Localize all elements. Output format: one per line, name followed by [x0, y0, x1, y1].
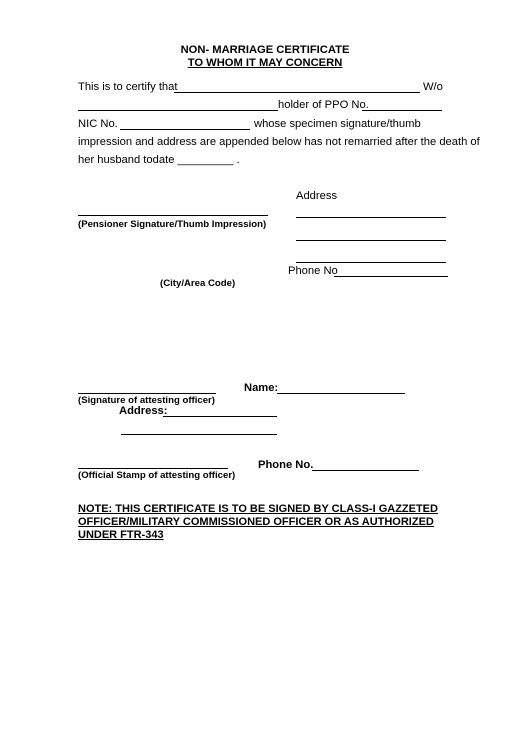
authorization-note: NOTE: THIS CERTIFICATE IS TO BE SIGNED BY CLASS-I GAZZETED OFFICER/MILITARY COMMISSIONED OFFICER OR AS AUTHORIZED UNDER FTR-343 — [78, 503, 438, 541]
todate-text: her husband todate _________ . — [78, 154, 240, 166]
attesting-name-field[interactable] — [277, 393, 405, 394]
phone-field[interactable] — [334, 276, 448, 277]
certify-text: This is to certify that — [78, 81, 178, 93]
attesting-address-label: Address: — [119, 405, 168, 417]
wife-of-label: W/o — [423, 81, 443, 93]
address-line-1[interactable] — [296, 217, 446, 218]
ppo-label: holder of PPO No. — [278, 99, 369, 111]
attesting-phone-label: Phone No. — [258, 459, 314, 471]
pensioner-signature-label: (Pensioner Signature/Thumb Impression) — [78, 219, 267, 230]
nic-number-field[interactable] — [120, 129, 250, 130]
specimen-text: whose specimen signature/thumb — [254, 118, 421, 130]
certificate-subtitle: TO WHOM IT MAY CONCERN — [187, 57, 343, 69]
husband-name-field[interactable] — [78, 110, 278, 111]
attesting-address-line-1[interactable] — [163, 416, 277, 417]
address-line-2[interactable] — [296, 240, 446, 241]
attesting-phone-field[interactable] — [312, 470, 419, 471]
city-area-code-label: (City/Area Code) — [160, 278, 236, 289]
pensioner-signature-field[interactable] — [78, 215, 268, 216]
attesting-signature-label: (Signature of attesting officer) — [78, 395, 215, 406]
official-stamp-label: (Official Stamp of attesting officer) — [78, 470, 236, 481]
certificate-title: NON- MARRIAGE CERTIFICATE — [180, 44, 350, 56]
address-label: Address — [296, 190, 338, 202]
pensioner-name-field[interactable] — [174, 92, 420, 93]
ppo-number-field[interactable] — [362, 110, 442, 111]
nic-label: NIC No. — [78, 118, 118, 130]
address-line-3[interactable] — [296, 262, 446, 263]
impression-text: impression and address are appended below has not remarried after the death of — [78, 136, 480, 148]
attesting-address-line-2[interactable] — [121, 434, 277, 435]
attesting-signature-field[interactable] — [78, 393, 216, 394]
official-stamp-field[interactable] — [78, 468, 228, 469]
phone-label: Phone No — [288, 265, 338, 277]
attesting-name-label: Name: — [244, 382, 279, 394]
